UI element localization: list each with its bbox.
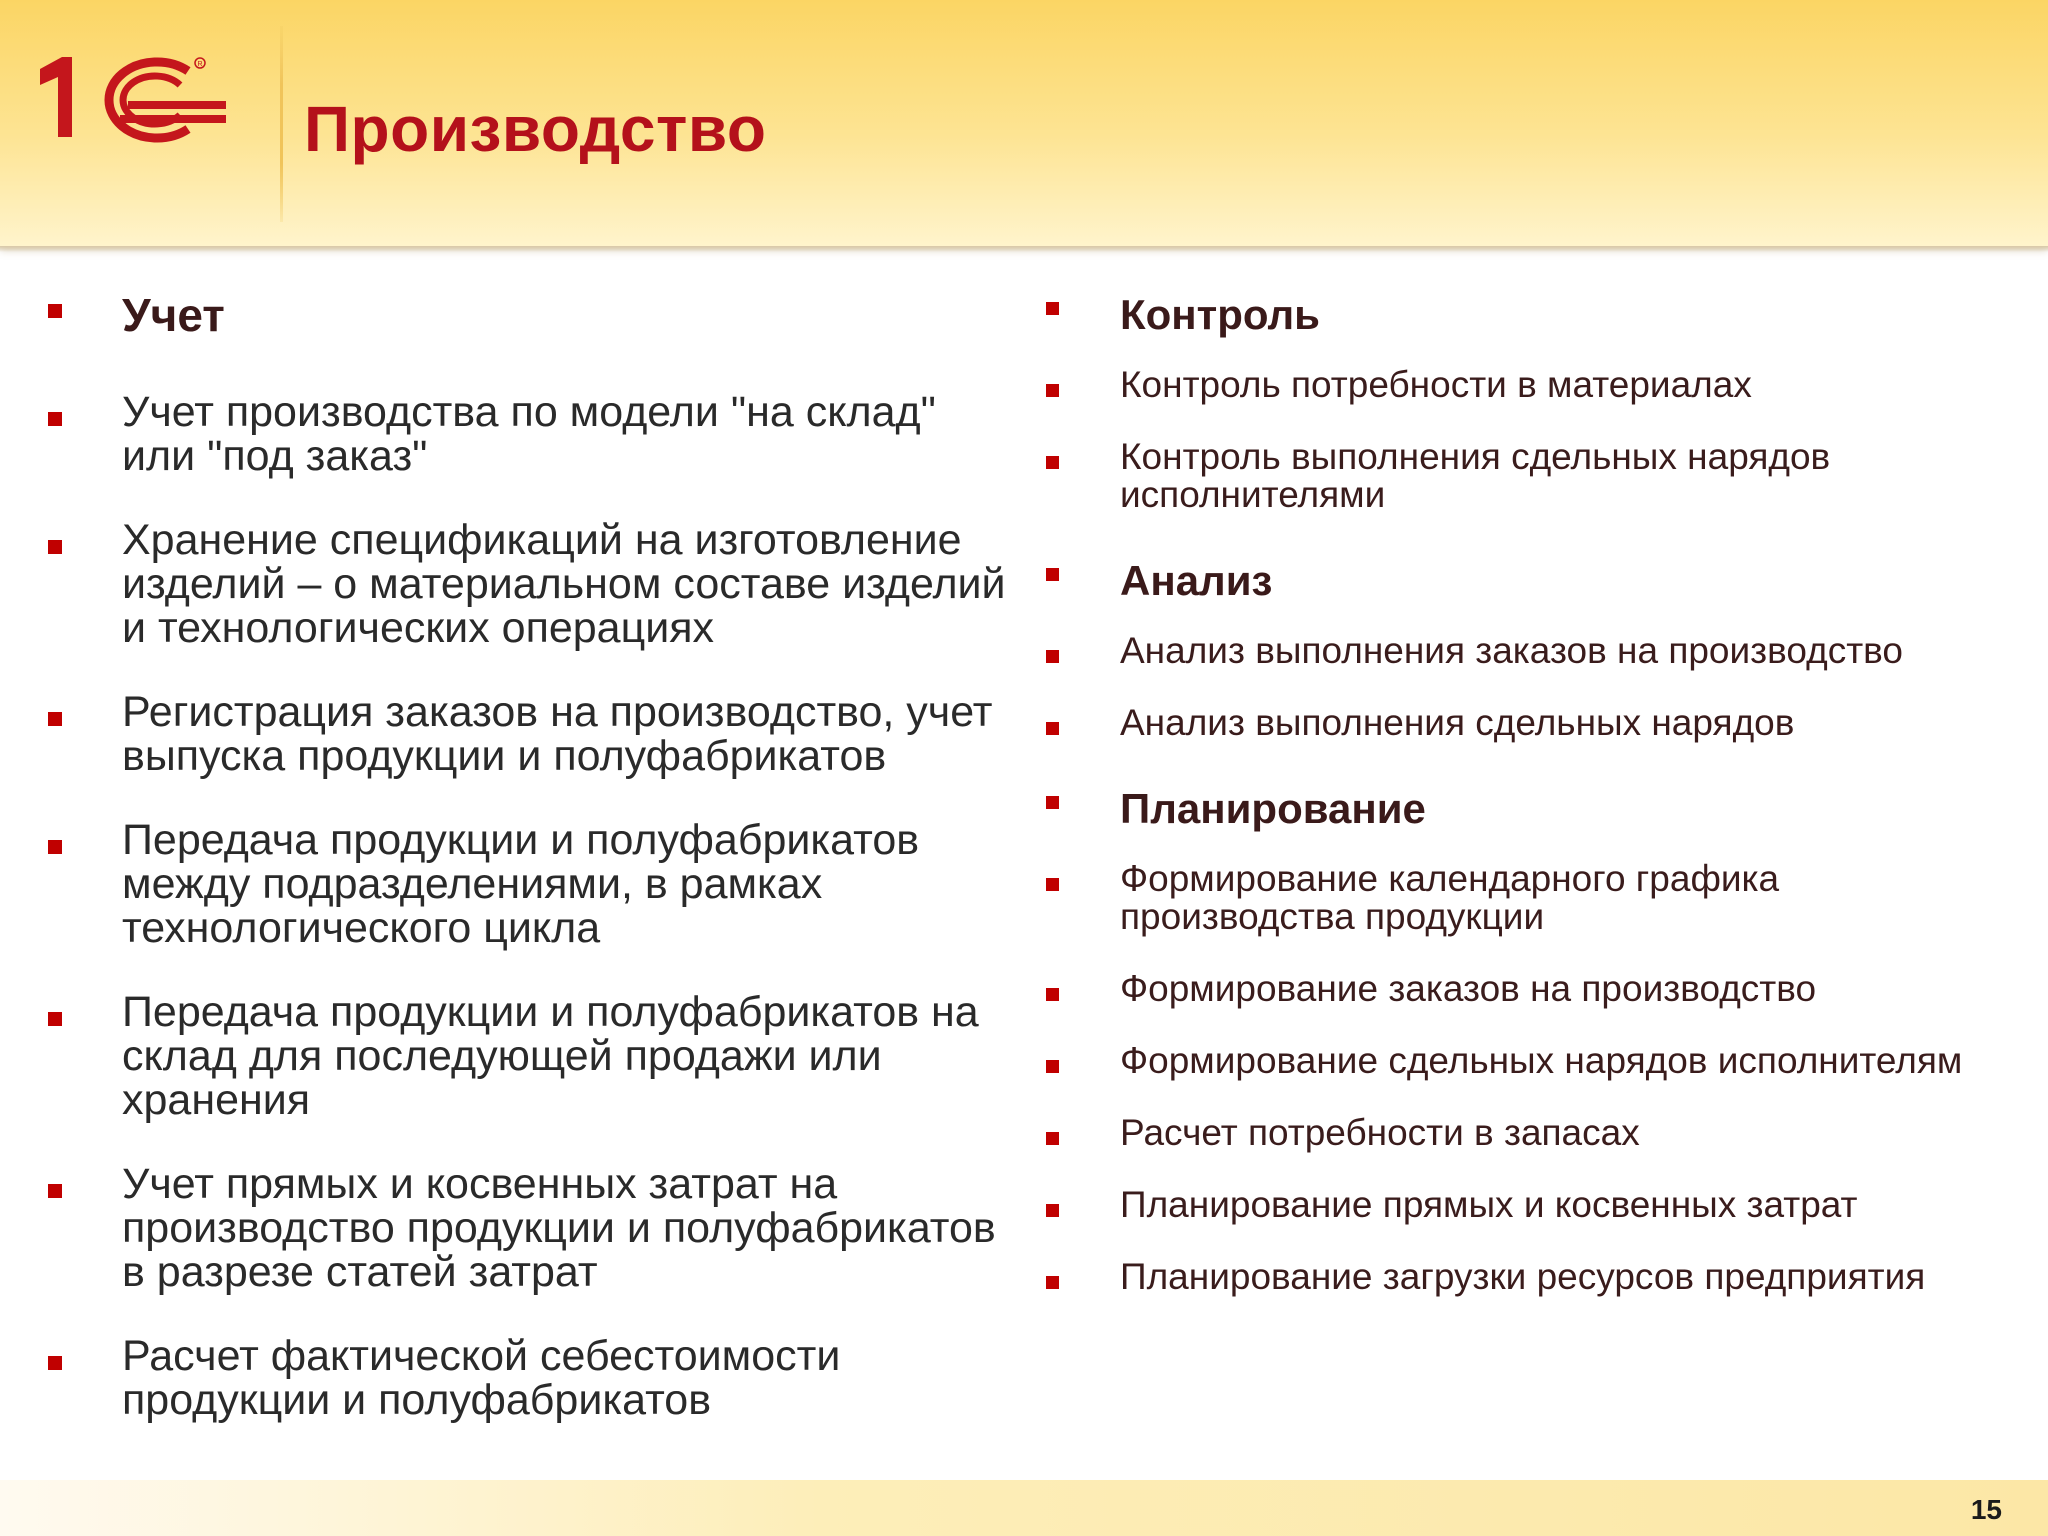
bullet-square-icon [1046,1204,1059,1217]
left-item-text: Расчет фактической себестоимости продукции и полуфабрикатов [122,1332,841,1424]
bullet-square-icon [1046,384,1059,397]
bullet-square-icon [48,1184,62,1198]
bullet-square-icon [1046,302,1059,315]
bullet-square-icon [1046,722,1059,735]
svg-text:R: R [197,61,203,68]
right-item-text: Контроль потребности в материалах [1120,364,1752,405]
bullet-square-icon [48,840,62,854]
bullet-square-icon [1046,1276,1059,1289]
right-list-item [1040,1186,2020,1224]
right-column-list [1040,282,2020,1330]
bullet-square-icon [1046,456,1059,469]
right-list-item [1040,1114,2020,1152]
left-item-text: Учет прямых и косвенных затрат на производство продукции и полуфабрикатов в разрезе статей затрат [122,1160,996,1296]
bullet-square-icon [1046,796,1059,809]
bullet-square-icon [1046,568,1059,581]
left-item-text: Учет производства по модели "на склад" или "под заказ" [122,388,936,480]
left-list-item [0,390,1010,478]
page-number: 15 [1970,1494,2002,1525]
right-list-item [1040,1042,2020,1080]
right-section-heading [1040,548,2020,614]
left-list-item [0,1334,1010,1422]
right-list-item [1040,632,2020,670]
bullet-square-icon [1046,988,1059,1001]
bullet-square-icon [48,712,62,726]
right-item-text: Контроль выполнения сдельных нарядов исполнителями [1120,436,1831,515]
right-list-item [1040,1258,2020,1296]
bullet-square-icon [1046,1132,1059,1145]
right-item-text: Планирование [1120,785,1426,832]
left-list-item [0,518,1010,650]
right-item-text: Анализ выполнения сдельных нарядов [1120,702,1795,743]
left-item-text: Передача продукции и полуфабрикатов между подразделениями, в рамках технологического цикла [122,816,920,952]
right-item-text: Анализ выполнения заказов на производство [1120,630,1903,671]
left-list-item [0,1162,1010,1294]
1c-logo-icon [38,55,228,145]
footer-band [0,1480,2048,1536]
right-item-text: Анализ [1120,557,1273,604]
right-item-text: Формирование календарного графика производства продукции [1120,858,1780,937]
right-item-text: Планирование загрузки ресурсов предприятия [1120,1256,1926,1297]
bullet-square-icon [48,412,62,426]
right-list-item [1040,366,2020,404]
left-list-item [0,818,1010,950]
bullet-square-icon [48,304,62,318]
left-column-list [0,282,1010,1462]
left-item-text: Регистрация заказов на производство, учет выпуска продукции и полуфабрикатов [122,688,993,780]
left-item-text: Передача продукции и полуфабрикатов на склад для последующей продажи или хранения [122,988,979,1124]
page-title: Производство [304,93,767,165]
left-item-text: Учет [122,289,225,341]
bullet-square-icon [48,1012,62,1026]
right-item-text: Формирование заказов на производство [1120,968,1817,1009]
right-list-item [1040,860,2020,936]
bullet-square-icon [1046,1060,1059,1073]
right-list-item [1040,704,2020,742]
right-list-item [1040,438,2020,514]
right-section-heading [1040,776,2020,842]
bullet-square-icon [1046,878,1059,891]
header-separator [280,26,283,222]
right-item-text: Формирование сдельных нарядов исполнителям [1120,1040,1963,1081]
bullet-square-icon [48,540,62,554]
left-list-item [0,690,1010,778]
right-item-text: Контроль [1120,291,1320,338]
left-section-heading [0,282,1010,348]
bullet-square-icon [48,1356,62,1370]
left-item-text: Хранение спецификаций на изготовление изделий – о материальном составе изделий и технологических операциях [122,516,1006,652]
right-item-text: Расчет потребности в запасах [1120,1112,1640,1153]
right-list-item [1040,970,2020,1008]
right-item-text: Планирование прямых и косвенных затрат [1120,1184,1858,1225]
header-divider [0,246,2048,252]
left-list-item [0,990,1010,1122]
right-section-heading [1040,282,2020,348]
bullet-square-icon [1046,650,1059,663]
